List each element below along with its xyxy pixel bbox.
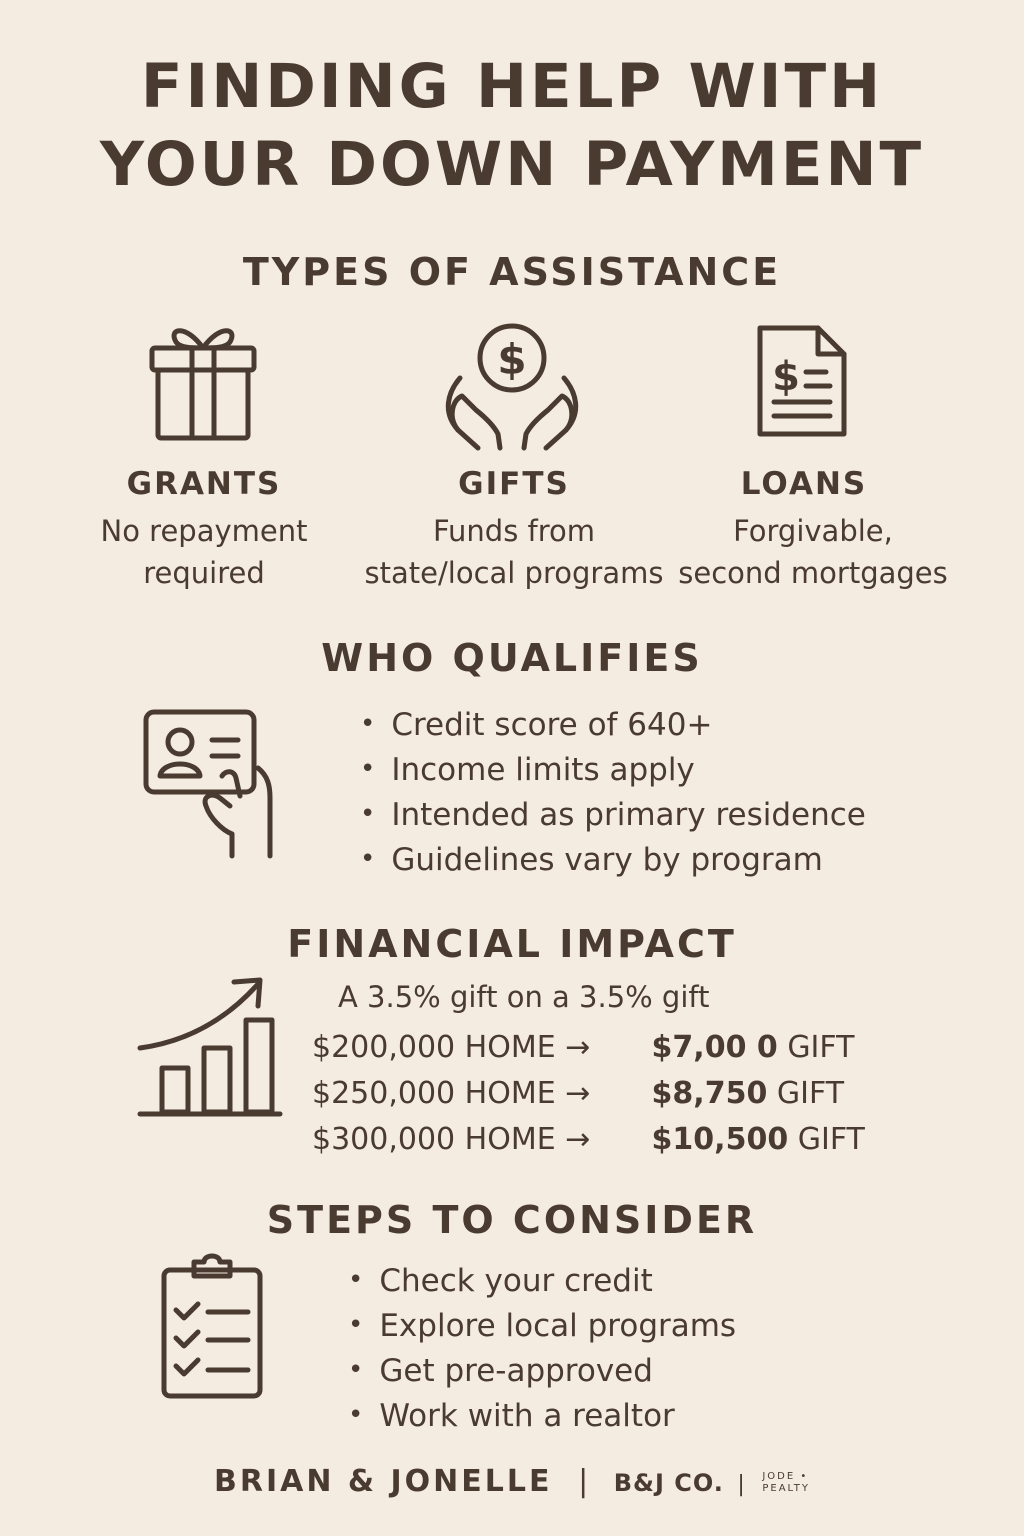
list-item: • Check your credit [348, 1260, 736, 1305]
footer-divider: | [578, 1464, 589, 1499]
table-row [312, 1030, 865, 1076]
loans-title: LOANS [740, 466, 868, 502]
home-price: $250,000 HOME → [312, 1076, 591, 1111]
page-title [0, 48, 1024, 204]
list-item: • Income limits apply [360, 749, 866, 794]
qualifies-list [360, 704, 866, 884]
steps-list [348, 1260, 736, 1440]
footer-company: B&J CO. [613, 1469, 724, 1497]
footer-logo-text [762, 1471, 810, 1495]
impact-subtitle: A 3.5% gift on a 3.5% gift [338, 980, 710, 1014]
types-heading: TYPES OF ASSISTANCE [242, 250, 782, 294]
gifts-description [354, 510, 674, 594]
list-item: • Work with a realtor [348, 1395, 736, 1440]
gift-icon [146, 320, 260, 444]
qualifies-heading: WHO QUALIFIES [321, 636, 703, 680]
table-row [312, 1076, 865, 1122]
gifts-desc-line-1: Funds from [432, 514, 596, 548]
gift-suffix: GIFT [797, 1122, 865, 1157]
loans-desc-line-1: Forgivable, [733, 514, 893, 548]
gifts-desc-line-2: state/local programs [364, 556, 664, 590]
home-price: $300,000 HOME → [312, 1122, 591, 1157]
clipboard-checklist-icon [158, 1252, 266, 1402]
gift-amount: $10,500 [651, 1122, 789, 1157]
steps-heading: STEPS TO CONSIDER [266, 1198, 758, 1242]
svg-text:$: $ [497, 335, 527, 384]
loans-description [678, 510, 948, 594]
gift-suffix: GIFT [787, 1030, 855, 1065]
title-line-2: YOUR DOWN PAYMENT [99, 129, 925, 200]
home-price: $200,000 HOME → [312, 1030, 591, 1065]
gift-amount: $7,00 0 [651, 1030, 778, 1065]
grants-description [74, 510, 334, 594]
gift-amount: $8,750 [651, 1076, 768, 1111]
loans-desc-line-2: second mortgages [678, 556, 948, 590]
list-item: • Get pre-approved [348, 1350, 736, 1395]
hands-dollar-icon [436, 322, 588, 454]
svg-text:$: $ [772, 354, 800, 400]
list-item: • Guidelines vary by program [360, 839, 866, 884]
impact-heading: FINANCIAL IMPACT [287, 922, 737, 966]
impact-table [312, 1030, 865, 1168]
footer-logo-line-1: JODE • [762, 1470, 809, 1482]
list-item: • Explore local programs [348, 1305, 736, 1350]
gifts-title: GIFTS [458, 466, 570, 502]
gift-suffix: GIFT [776, 1076, 845, 1111]
grants-desc-line-1: No repayment [100, 514, 308, 548]
table-row [312, 1122, 865, 1168]
list-item: • Intended as primary residence [360, 794, 866, 839]
footer-divider-2: | [737, 1472, 745, 1497]
footer-brand: BRIAN & JONELLE [214, 1464, 553, 1499]
grants-desc-line-2: required [143, 556, 265, 590]
footer-logo-line-2: PEALTY [762, 1482, 810, 1494]
grants-title: GRANTS [126, 466, 282, 502]
growth-chart-icon [134, 972, 286, 1122]
id-card-hand-icon [140, 706, 280, 862]
footer [0, 1464, 1024, 1499]
list-item: • Credit score of 640+ [360, 704, 866, 749]
title-line-1: FINDING HELP WITH [140, 51, 884, 122]
document-dollar-icon [752, 322, 852, 442]
